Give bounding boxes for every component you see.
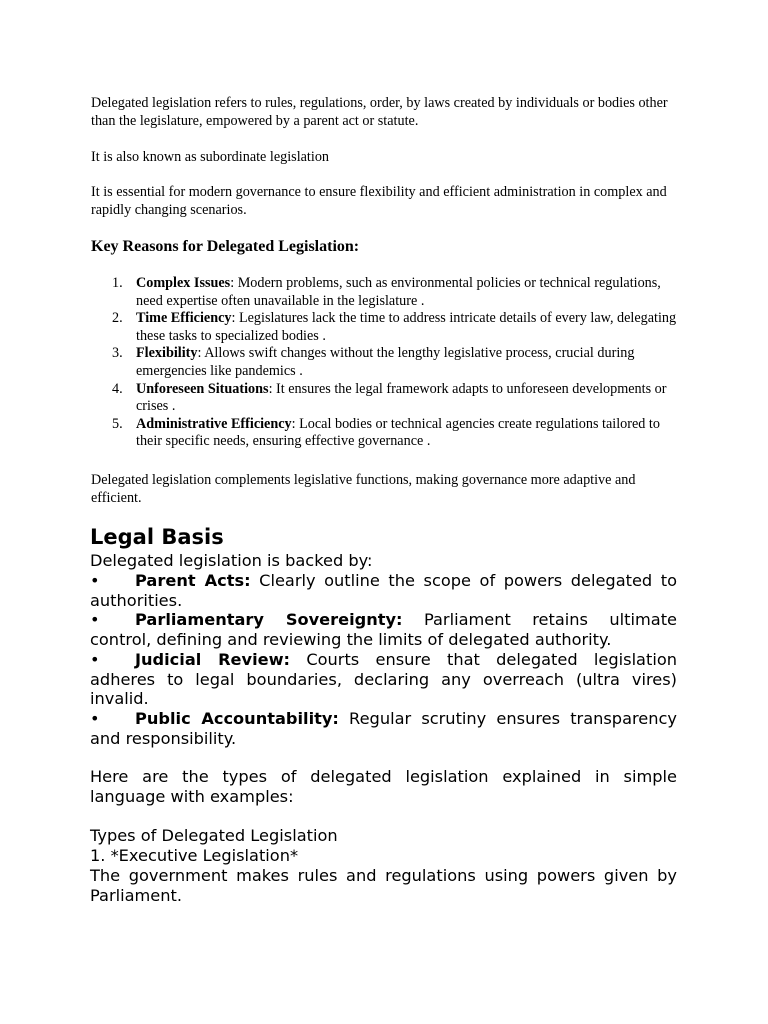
- types-intro: Here are the types of delegated legislation explained in simple language with examples:: [90, 767, 677, 806]
- list-item-number: 3.: [112, 345, 123, 362]
- list-item: [91, 381, 681, 416]
- types-item-1-title: 1. *Executive Legislation*: [90, 846, 299, 865]
- bullet-point: [90, 709, 677, 748]
- list-item: [91, 416, 681, 451]
- types-heading: Types of Delegated Legislation: [90, 826, 338, 845]
- bullet-point: [90, 650, 677, 709]
- types-item-1-text: The government makes rules and regulations using powers given by Parliament.: [90, 866, 677, 905]
- bullet-term: Parent Acts:: [135, 571, 251, 590]
- intro-paragraph-definition: Delegated legislation refers to rules, regulations, order, by laws created by individuals or bodies other than the legislature, empowered by a parent act or statute.: [91, 95, 668, 129]
- legal-basis-points: [90, 571, 677, 748]
- list-item-number: 1.: [112, 275, 123, 291]
- bullet-char: •: [90, 571, 100, 590]
- list-item-number: 5.: [112, 415, 123, 432]
- bullet-term: Public Accountability:: [135, 708, 339, 728]
- list-item-text: : It ensures the legal framework adapts to unforeseen developments or crises .: [136, 380, 667, 415]
- bullet-point: [90, 571, 677, 610]
- list-item: [91, 275, 681, 310]
- bullet-term: Judicial Review:: [135, 649, 291, 669]
- list-item-term: Time Efficiency: [136, 310, 232, 327]
- list-item-number: 2.: [112, 310, 123, 327]
- bullet-char: •: [90, 610, 100, 630]
- list-item-text: : Local bodies or technical agencies create regulations tailored to their specific needs, ensuring effective governance .: [136, 415, 660, 450]
- list-item-term: Administrative Efficiency: [136, 415, 292, 432]
- list-item-number: 4.: [112, 380, 123, 397]
- bullet-text: Clearly outline the scope of powers delegated to authorities.: [90, 571, 677, 610]
- bullet-text: Parliament retains ultimate control, defining and reviewing the limits of delegated authority.: [90, 610, 677, 650]
- key-reasons-list: [91, 275, 681, 451]
- list-item-term: Flexibility: [136, 345, 198, 362]
- list-item-text: : Allows swift changes without the lengthy legislative process, crucial during emergencies like pandemics .: [136, 345, 635, 379]
- list-item-term: Unforeseen Situations: [136, 380, 269, 397]
- intro-paragraph-essential: It is essential for modern governance to ensure flexibility and efficient administration in complex and rapidly changing scenarios.: [91, 184, 667, 218]
- bullet-text: Regular scrutiny ensures transparency and responsibility.: [90, 708, 678, 748]
- intro-paragraph-subordinate: It is also known as subordinate legislation: [91, 149, 330, 165]
- bullet-char: •: [90, 649, 100, 669]
- list-item-text: : Modern problems, such as environmental policies or technical regulations, need expertise often unavailable in the legislature .: [136, 275, 661, 309]
- reasons-closing-paragraph: Delegated legislation complements legislative functions, making governance more adaptive and efficient.: [91, 472, 636, 506]
- bullet-point: [90, 610, 677, 649]
- legal-basis-lead: Delegated legislation is backed by:: [90, 551, 373, 570]
- list-item-term: Complex Issues: [136, 275, 231, 291]
- bullet-term: Parliamentary Sovereignty:: [135, 610, 403, 630]
- bullet-text: Courts ensure that delegated legislation adheres to legal boundaries, declaring any overreach (ultra vires) invalid.: [90, 649, 677, 709]
- bullet-char: •: [90, 708, 100, 728]
- list-item-text: : Legislatures lack the time to address intricate details of every law, delegating these tasks to specialized bodies .: [136, 310, 677, 344]
- list-item: [91, 345, 681, 380]
- legal-basis-title: Legal Basis: [90, 525, 224, 549]
- key-reasons-heading: Key Reasons for Delegated Legislation:: [91, 238, 360, 255]
- list-item: [91, 310, 681, 345]
